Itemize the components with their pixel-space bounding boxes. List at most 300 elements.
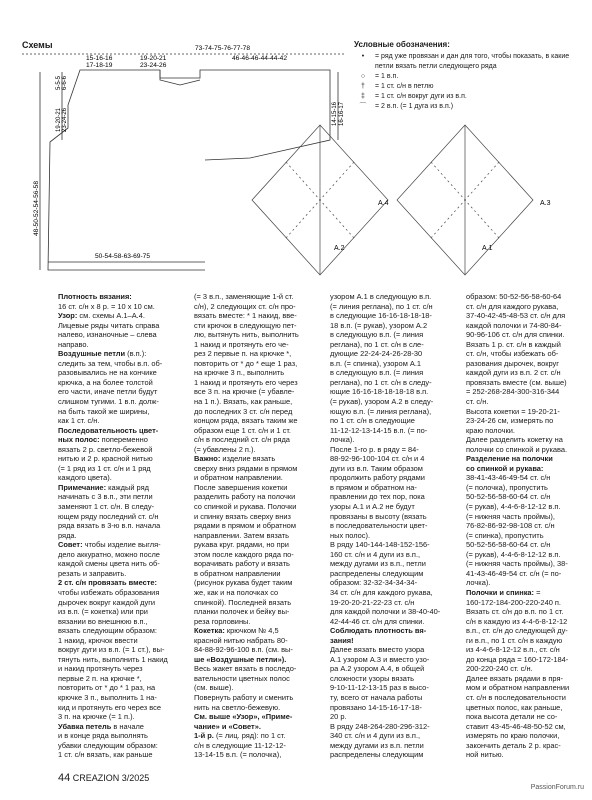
- text-line: [58, 435, 186, 445]
- text-line: [194, 292, 322, 302]
- text-line: [466, 578, 592, 588]
- text-line: [58, 349, 186, 359]
- body-text: же, как и на полочках со: [194, 587, 279, 597]
- text-line: [58, 645, 186, 655]
- text-line: [194, 664, 322, 674]
- body-text: по 1 ст. с/н в следующие: [330, 416, 415, 426]
- text-line: [330, 407, 458, 417]
- body-text: (см. выше).: [194, 683, 234, 693]
- bold-text: со спинкой и рукава:: [466, 463, 544, 473]
- text-line: [194, 674, 322, 684]
- body-text: (= 3 в.п., заменяющие 1-й ст.: [194, 292, 294, 301]
- text-line: [466, 588, 592, 598]
- body-text: лю, вытянуть нить, выполнить: [194, 330, 299, 340]
- body-text: с/н в последний ст. с/н ряда: [194, 435, 290, 445]
- body-text: сверху вниз рядами в прямом: [194, 463, 298, 473]
- body-text: между дугами из в.п., петли: [330, 559, 426, 569]
- body-text: до последних 3 ст. с/н перед: [194, 406, 293, 416]
- chart-label-a2: А.2: [334, 245, 345, 252]
- text-line: [194, 464, 322, 474]
- body-text: в последовательности цвет-: [330, 521, 428, 531]
- arc-icon: ⌒: [359, 103, 367, 110]
- text-line: [466, 292, 592, 302]
- text-line: [194, 569, 322, 579]
- text-column-1: [58, 292, 186, 760]
- text-line: [58, 473, 186, 483]
- text-line: [194, 598, 322, 608]
- text-line: [466, 340, 592, 350]
- body-text: 16 ст. с/н х 8 р. = 10 х 10 см.: [58, 301, 155, 311]
- body-text: 160 ст. с/н и 4 дуги из в.п.,: [330, 549, 421, 559]
- text-line: [194, 473, 322, 483]
- body-text: правлении до тех пор, пока: [330, 492, 425, 502]
- body-text: ст. с/н, чтобы избежать об-: [466, 349, 559, 359]
- text-line: [194, 435, 322, 445]
- text-line: [194, 311, 322, 321]
- body-text: 76-82-86-92-98-108 ст. с/н: [466, 521, 555, 531]
- bold-text: 1-й р.: [194, 731, 214, 741]
- body-text: (= 1 ряд из 1 ст. с/н и 1 ряд: [58, 463, 151, 473]
- body-text: (= убавлены 2 п.).: [194, 444, 256, 454]
- watermark: PassionForum.ru: [530, 784, 584, 791]
- body-text: повторить от * до * 1 раз, на: [58, 683, 156, 693]
- body-text: на 1 п.). Вязать, как раньше,: [194, 397, 293, 407]
- text-line: [194, 454, 322, 464]
- bold-text: Плотность вязания:: [58, 292, 132, 301]
- text-line: [194, 741, 322, 751]
- body-text: чтобы избежать образования: [58, 587, 160, 597]
- body-text: Высота кокетки = 19-20-21-: [466, 406, 560, 416]
- body-text: со спинкой и рукава. Полочки: [194, 502, 297, 512]
- text-line: [58, 368, 186, 378]
- body-text: каждой смены цвета нить об-: [58, 559, 160, 569]
- text-line: [58, 311, 186, 321]
- body-text: каждый ряд: [106, 482, 149, 492]
- body-text: образом: 32-32-34-34-34-: [330, 578, 418, 588]
- body-text: образом: 50-52-56-58-60-64: [466, 292, 562, 301]
- body-text: спинкой). Последней вязать: [194, 597, 292, 607]
- text-line: [466, 330, 592, 340]
- dim-shoulder-a: 15-16-16: [86, 55, 113, 62]
- body-text: планки полочек и бейку вы-: [194, 607, 290, 617]
- body-text: 200-220-240 ст. с/н.: [466, 664, 533, 674]
- body-text: реза горловины.: [194, 616, 251, 626]
- dc-around-arc-icon: ‡: [361, 93, 365, 100]
- text-line: [466, 703, 592, 713]
- body-text: нить на светло-бежевую.: [194, 702, 281, 712]
- text-line: [58, 598, 186, 608]
- text-line: [58, 617, 186, 627]
- text-line: [330, 617, 458, 627]
- text-line: [58, 378, 186, 388]
- text-line: [330, 731, 458, 741]
- body-text: крючке 3 п., выполнить 1 на-: [58, 692, 157, 702]
- text-line: [58, 607, 186, 617]
- body-text: распределены следующим: [330, 568, 424, 578]
- dim-left-a: 5-5-5: [56, 75, 62, 90]
- text-line: [58, 359, 186, 369]
- body-text: узоры А.1 и А.2 не будут: [330, 502, 415, 512]
- body-text: на быть такой же ширины,: [58, 406, 150, 416]
- body-text: с/н), 2 следующих ст. с/н про-: [194, 301, 296, 311]
- body-text: ст. с/н для каждого рукава,: [466, 301, 559, 311]
- text-line: [58, 741, 186, 751]
- body-text: (= лиц. ряд): по 1 ст.: [213, 731, 286, 741]
- body-text: реглана), по 1 ст. с/н в следу-: [330, 377, 432, 387]
- text-line: [58, 588, 186, 598]
- text-line: [466, 617, 592, 627]
- text-line: [58, 540, 186, 550]
- body-text: в.п., ст. с/н до следующей ду-: [466, 626, 568, 636]
- text-line: [330, 703, 458, 713]
- text-line: [194, 588, 322, 598]
- body-text: 38-41-43-46-49-54 ст. с/н: [466, 473, 551, 483]
- text-line: [330, 445, 458, 455]
- body-text: 84-88-92-96-100 в.п. (см. вы-: [194, 645, 293, 655]
- body-text: ту, всего от начала работы: [330, 692, 423, 702]
- text-line: [466, 693, 592, 703]
- body-text: провязано 14-15-16-17-18-: [330, 702, 422, 712]
- bold-text: Примечание:: [58, 482, 107, 492]
- text-line: [58, 636, 186, 646]
- body-text: вязании во внешнюю в.п.,: [58, 616, 148, 626]
- text-line: [58, 340, 186, 350]
- body-text: попеременно: [99, 435, 148, 445]
- body-text: 3 п. на крючке (= 1 п.).: [58, 712, 135, 722]
- body-text: вязать 2 р. светло-бежевой: [58, 444, 153, 454]
- text-line: [330, 464, 458, 474]
- dim-left-d: 23-24-26: [62, 107, 68, 132]
- text-line: [466, 607, 592, 617]
- body-text: пока высота детали не со-: [466, 712, 558, 722]
- body-text: 88-92-96-100-104 ст. с/н и 4: [330, 454, 425, 464]
- body-text: В ряду 140-144-148-152-156-: [330, 540, 430, 550]
- text-line: [466, 531, 592, 541]
- body-text: провязаны в высоту (вязать: [330, 511, 427, 521]
- text-line: [194, 302, 322, 312]
- schema-title: Схемы: [22, 40, 53, 50]
- text-line: [194, 636, 322, 646]
- body-text: слишком тугими. 1 в.п. долж-: [58, 397, 159, 407]
- body-text: сложности узоры вязать: [330, 673, 415, 683]
- body-text: сти крючок в следующую пет-: [194, 320, 297, 330]
- text-line: [330, 387, 458, 397]
- text-line: [58, 750, 186, 760]
- body-text: и спинку вязать сверху вниз: [194, 511, 291, 521]
- text-line: [466, 598, 592, 608]
- body-text: 41-43-46-49-54 ст. с/н (= по-: [466, 568, 562, 578]
- text-column-2: [194, 292, 322, 760]
- body-text: (= рукав), 4-4-6-8-12-12 в.п.: [466, 549, 561, 559]
- body-text: дырочек вокруг каждой дуги: [58, 597, 156, 607]
- body-text: лочка).: [330, 435, 355, 445]
- body-text: начинать с 3 в.п., эти петли: [58, 492, 153, 502]
- body-text: в следующие 16-16-18-18-18-: [330, 311, 432, 321]
- body-text: распределены следующим: [330, 750, 424, 760]
- text-line: [194, 359, 322, 369]
- body-text: 1 накид и протянуть его че-: [194, 339, 289, 349]
- body-text: Повернуть работу и сменить: [194, 692, 294, 702]
- text-line: [58, 683, 186, 693]
- text-line: [330, 693, 458, 703]
- text-line: [58, 387, 186, 397]
- body-text: измерять по краю полочки,: [466, 731, 560, 741]
- body-text: = 252-268-284-300-316-344: [466, 387, 560, 397]
- text-line: [466, 321, 592, 331]
- text-line: [194, 683, 322, 693]
- text-line: [330, 750, 458, 760]
- text-line: [194, 378, 322, 388]
- body-text: направо.: [58, 339, 89, 349]
- body-text: каждой дуги из в.п. 2 ст. с/н: [466, 368, 561, 378]
- text-line: [466, 464, 592, 474]
- text-line: [330, 741, 458, 751]
- text-line: [466, 407, 592, 417]
- body-text: как 1 ст. с/н.: [58, 416, 100, 426]
- body-text: первые 2 п. на крючке *,: [58, 673, 142, 683]
- text-line: [58, 426, 186, 436]
- body-text: каждого цвета).: [58, 473, 112, 483]
- body-text: заменяют 1 ст. с/н. В следу-: [58, 502, 155, 512]
- body-text: провязать вместе (см. выше): [466, 377, 567, 387]
- text-line: [466, 502, 592, 512]
- body-text: 340 ст. с/н и 4 дуги из в.п.,: [330, 731, 421, 741]
- body-text: 20 р.: [330, 712, 347, 722]
- body-text: (= полочка), пропустить: [466, 482, 548, 492]
- text-line: [330, 492, 458, 502]
- body-text: дуги из в.п. Таким образом: [330, 463, 423, 473]
- body-text: ги в.п., по 1 ст. с/н в каждую: [466, 635, 563, 645]
- body-text: вательности цветных полос: [194, 673, 290, 683]
- body-text: Вязать 1 р. ст. с/н в каждый: [466, 339, 561, 349]
- text-line: [466, 569, 592, 579]
- body-text: ющую в.п. (= линия реглана),: [330, 406, 432, 416]
- text-line: [466, 741, 592, 751]
- bold-text: Совет:: [58, 540, 83, 550]
- text-line: [330, 607, 458, 617]
- chart-label-a3: А.3: [540, 200, 551, 207]
- legend-item: [354, 72, 586, 82]
- text-line: [330, 712, 458, 722]
- text-line: [466, 722, 592, 732]
- text-line: [466, 521, 592, 531]
- chart-label-a4: А.4: [378, 200, 389, 207]
- text-line: [330, 540, 458, 550]
- body-text: 19-20-20-21-22-23 ст. с/н: [330, 597, 415, 607]
- body-text: ных полос).: [330, 530, 371, 540]
- body-text: разования дырочек, вокруг: [466, 358, 559, 368]
- body-text: вязать следующим образом:: [58, 626, 157, 636]
- body-text: и накид протянуть через: [58, 664, 143, 674]
- chart-diamond-left: [252, 125, 388, 275]
- text-line: [330, 378, 458, 388]
- text-line: [194, 445, 322, 455]
- text-line: [58, 731, 186, 741]
- dim-left-height: 48-50-52-54-56-58: [33, 181, 40, 236]
- body-text: ющие 16-16-18-18-18-18 в.п.: [330, 387, 429, 397]
- text-line: [58, 550, 186, 560]
- body-text: ворачивать работу и вязать: [194, 559, 290, 569]
- text-line: [58, 703, 186, 713]
- body-text: краю полочки.: [466, 425, 515, 435]
- legend-item: [354, 102, 586, 112]
- body-text: ст. с/н.: [466, 397, 489, 407]
- text-line: [466, 731, 592, 741]
- text-line: [330, 473, 458, 483]
- body-text: и в конце ряда выполнять: [58, 731, 148, 741]
- body-text: В ряду 248-264-280-296-312-: [330, 721, 430, 731]
- text-line: [194, 559, 322, 569]
- text-line: [330, 531, 458, 541]
- text-line: [58, 321, 186, 331]
- legend-title: Условные обозначения:: [354, 40, 450, 49]
- text-line: [58, 464, 186, 474]
- body-text: (= линия реглана), по 1 ст. с/н: [330, 301, 433, 311]
- body-text: 37-40-42-45-48-53 ст. с/н для: [466, 311, 566, 321]
- body-text: с/н в следующие 11-12-12-: [194, 740, 286, 750]
- text-line: [194, 712, 322, 722]
- body-text: =: [534, 587, 541, 597]
- bold-text: Разделение на полочки: [466, 454, 553, 464]
- text-line: [58, 578, 186, 588]
- text-line: [194, 550, 322, 560]
- body-text: узором А.1 в следующую в.п.: [330, 292, 432, 301]
- text-line: [194, 521, 322, 531]
- body-text: крючком № 4,5: [224, 626, 279, 636]
- text-line: [194, 750, 322, 760]
- text-line: [58, 521, 186, 531]
- body-text: (рисунок рукава будет таким: [194, 578, 293, 588]
- dim-back-width: 46-46-46-44-44-42: [232, 55, 287, 62]
- body-text: чтобы изделие выгля-: [82, 540, 161, 550]
- text-line: [194, 340, 322, 350]
- body-text: мом и обратном направлении: [466, 683, 570, 693]
- body-text: рядами в прямом и обратном: [194, 521, 296, 531]
- text-line: [58, 492, 186, 502]
- text-line: [58, 416, 186, 426]
- text-line: [330, 521, 458, 531]
- body-text: тянуть нить, выполнить 1 накид: [58, 654, 168, 664]
- text-line: [330, 454, 458, 464]
- text-line: [330, 626, 458, 636]
- body-text: направлении. Затем вязать: [194, 530, 290, 540]
- body-text: между дугами из в.п. петли: [330, 740, 424, 750]
- body-text: Далее вязать вместо узора: [330, 645, 425, 655]
- body-text: ющем ряду последний ст. с/н: [58, 511, 159, 521]
- bold-text: Полочки и спинка:: [466, 587, 535, 597]
- legend-item: [354, 92, 586, 102]
- bold-text: Важно:: [194, 454, 221, 464]
- dim-shoulder-b: 17-18-19: [86, 62, 113, 69]
- body-text: крючка, а на более толстой: [58, 377, 153, 387]
- text-line: [330, 502, 458, 512]
- text-line: [58, 655, 186, 665]
- bold-text: зания!: [330, 635, 354, 645]
- text-line: [58, 483, 186, 493]
- text-line: [194, 349, 322, 359]
- body-text: этом после каждого ряда по-: [194, 549, 294, 559]
- body-text: 13-14-15 в.п. (= полочка),: [194, 750, 282, 760]
- text-line: [330, 302, 458, 312]
- body-text: убавки следующим образом:: [58, 740, 158, 750]
- text-line: [194, 645, 322, 655]
- body-text: Весь жакет вязать в последо-: [194, 664, 297, 674]
- body-text: 50-52-56-58-60-64 ст. с/н: [466, 492, 551, 502]
- text-line: [330, 550, 458, 560]
- text-line: [466, 750, 592, 760]
- text-line: [330, 359, 458, 369]
- text-line: [194, 330, 322, 340]
- text-line: [58, 693, 186, 703]
- body-text: разовывались не на кончике: [58, 368, 157, 378]
- text-line: [194, 321, 322, 331]
- body-text: А.1 узором А.3 и вместо узо-: [330, 654, 430, 664]
- body-text: 42-44-46 ст. с/н для спинки.: [330, 616, 425, 626]
- text-line: [58, 330, 186, 340]
- dim-bottom-width: 50-54-58-63-69-75: [95, 253, 150, 260]
- dim-left-c: 19-20-21: [56, 107, 62, 132]
- legend-item: [354, 52, 586, 72]
- body-text: из 4-4-6-8-12-12 в.п., ст. с/н: [466, 645, 560, 655]
- body-text: его части, иначе петли будут: [58, 387, 158, 397]
- text-line: [466, 387, 592, 397]
- body-text: в.п. (= спинка), узором А.1: [330, 358, 422, 368]
- text-line: [330, 559, 458, 569]
- body-text: полочки со спинкой и рукава.: [466, 444, 568, 454]
- body-text: 50-52-56-58-60-64 ст. с/н: [466, 540, 551, 550]
- text-line: [194, 502, 322, 512]
- body-text: 11-12-12-13-14-15 в.п. (= по-: [330, 425, 428, 435]
- body-text: повторить от * до * еще 1 раз,: [194, 358, 298, 368]
- body-text: в следующую в.п. (= линия: [330, 368, 424, 378]
- bold-text: См. выше «Узор», «Приме-: [194, 712, 293, 722]
- legend-text: = 1 ст. с/н вокруг дуги из в.п.: [375, 93, 467, 100]
- text-line: [330, 569, 458, 579]
- body-text: до конца ряда = 160-172-184-: [466, 654, 569, 664]
- dim-neck-b: 23-24-26: [140, 62, 167, 69]
- text-column-4: [466, 292, 592, 760]
- text-line: [194, 626, 322, 636]
- body-text: ряда.: [58, 530, 77, 540]
- text-line: [194, 655, 322, 665]
- text-line: [330, 674, 458, 684]
- text-line: [330, 349, 458, 359]
- body-text: красной нитью набрать 80-: [194, 635, 288, 645]
- text-line: [466, 664, 592, 674]
- text-line: [194, 416, 322, 426]
- text-line: [58, 712, 186, 722]
- text-line: [466, 712, 592, 722]
- body-text: с/н в каждую из 4-4-6-8-12-12: [466, 616, 568, 626]
- body-text: образом еще 1 ст. с/н и 1 ст.: [194, 425, 291, 435]
- body-text: реглана), по 1 ст. с/н в сле-: [330, 339, 424, 349]
- body-text: Вязать ст. с/н до в.п. по 1 ст.: [466, 607, 564, 617]
- body-text: дело аккуратно, можно после: [58, 549, 160, 559]
- body-text: в обратном направлении: [194, 568, 281, 578]
- body-text: Далее вязать рядами в пря-: [466, 673, 563, 683]
- text-line: [194, 492, 322, 502]
- text-line: [466, 483, 592, 493]
- text-line: [466, 645, 592, 655]
- text-line: [330, 435, 458, 445]
- text-line: [330, 636, 458, 646]
- text-line: [330, 598, 458, 608]
- text-line: [194, 578, 322, 588]
- body-text: в начале: [111, 721, 144, 731]
- text-line: [466, 397, 592, 407]
- body-text: ра А.2 узором А.4, в общей: [330, 664, 425, 674]
- body-text: Лицевые ряды читать справа: [58, 320, 160, 330]
